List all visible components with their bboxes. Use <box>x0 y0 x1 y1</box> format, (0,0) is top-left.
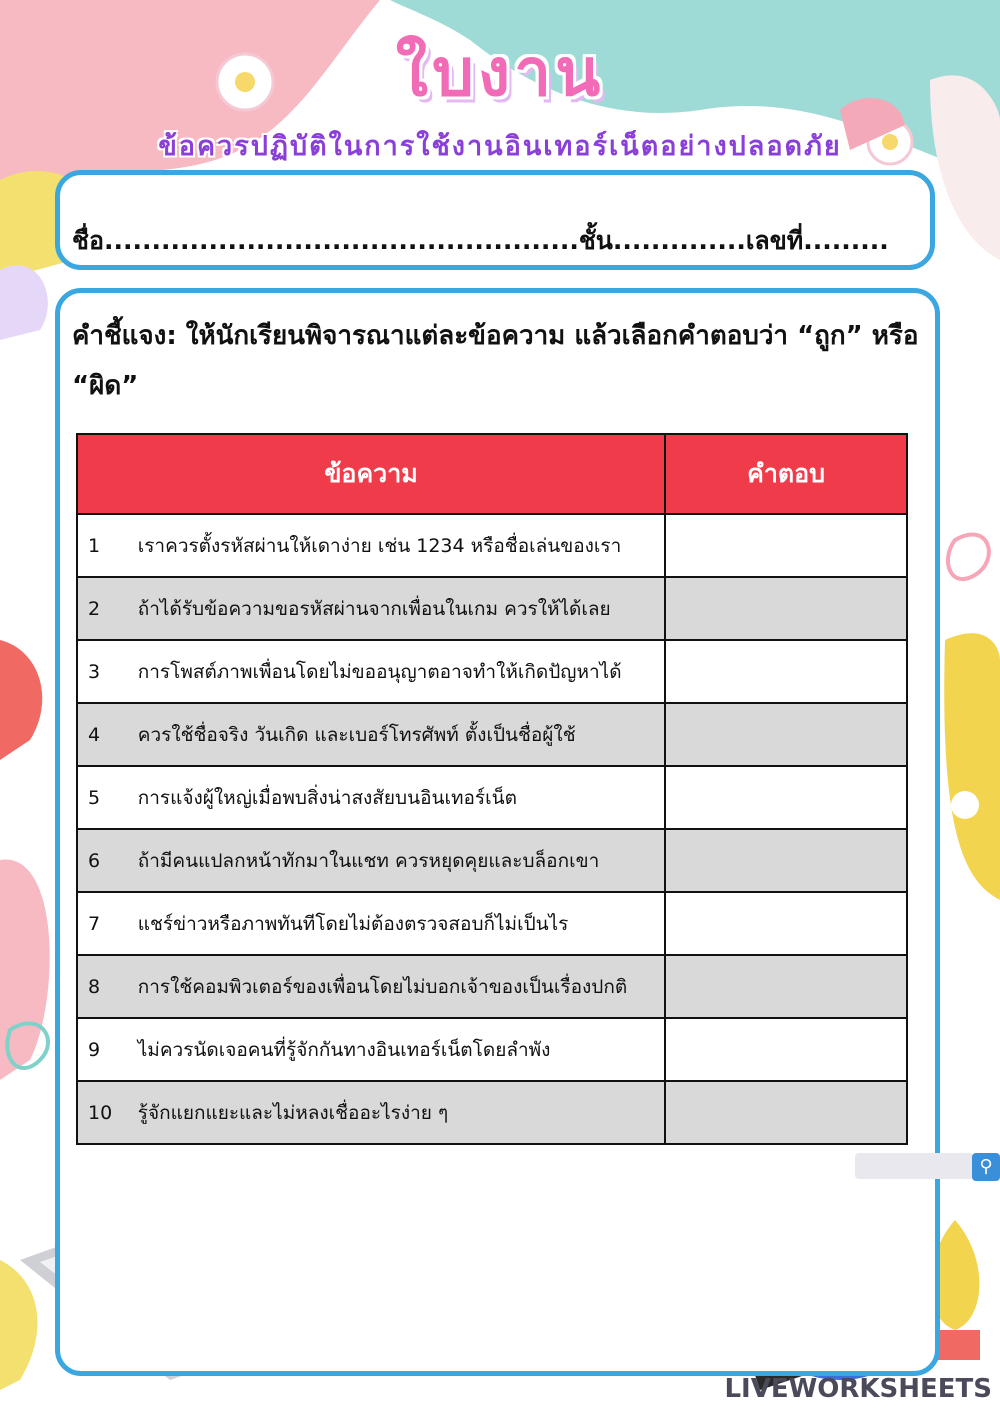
search-input[interactable] <box>855 1153 973 1179</box>
row-statement: แชร์ข่าวหรือภาพทันทีโดยไม่ต้องตรวจสอบก็ไม่เป็นไร <box>137 892 665 955</box>
answer-cell[interactable] <box>665 703 907 766</box>
answer-cell[interactable] <box>665 955 907 1018</box>
answer-cell[interactable] <box>665 766 907 829</box>
row-statement: ถ้ามีคนแปลกหน้าทักมาในแชท ควรหยุดคุยและบล็อกเขา <box>137 829 665 892</box>
watermark: LIVEWORKSHEETS <box>724 1374 992 1404</box>
question-table <box>76 433 908 1145</box>
table-row <box>77 892 907 955</box>
table-row <box>77 1018 907 1081</box>
row-number: 8 <box>77 955 137 1018</box>
table-row <box>77 577 907 640</box>
row-number: 9 <box>77 1018 137 1081</box>
table-row <box>77 766 907 829</box>
header-answer: คำตอบ <box>665 434 907 514</box>
row-statement: เราควรตั้งรหัสผ่านให้เดาง่าย เช่น 1234 หรือชื่อเล่นของเรา <box>137 514 665 577</box>
answer-cell[interactable] <box>665 640 907 703</box>
answer-cell[interactable] <box>665 829 907 892</box>
table-row <box>77 829 907 892</box>
row-number: 1 <box>77 514 137 577</box>
row-number: 2 <box>77 577 137 640</box>
table-row <box>77 703 907 766</box>
row-number: 6 <box>77 829 137 892</box>
row-statement: ควรใช้ชื่อจริง วันเกิด และเบอร์โทรศัพท์ ตั้งเป็นชื่อผู้ใช้ <box>137 703 665 766</box>
search-icon[interactable]: ⚲ <box>972 1153 1000 1181</box>
answer-cell[interactable] <box>665 514 907 577</box>
row-statement: ถ้าได้รับข้อความขอรหัสผ่านจากเพื่อนในเกม ควรให้ได้เลย <box>137 577 665 640</box>
page-title: ใบงาน <box>395 34 605 111</box>
row-statement: การใช้คอมพิวเตอร์ของเพื่อนโดยไม่บอกเจ้าของเป็นเรื่องปกติ <box>137 955 665 1018</box>
row-number: 3 <box>77 640 137 703</box>
row-statement: การแจ้งผู้ใหญ่เมื่อพบสิ่งน่าสงสัยบนอินเทอร์เน็ต <box>137 766 665 829</box>
header-statement: ข้อความ <box>77 434 665 514</box>
row-statement: รู้จักแยกแยะและไม่หลงเชื่ออะไรง่าย ๆ <box>137 1081 665 1144</box>
table-header-row <box>77 434 907 514</box>
table-row <box>77 955 907 1018</box>
answer-cell[interactable] <box>665 1018 907 1081</box>
row-number: 5 <box>77 766 137 829</box>
row-number: 10 <box>77 1081 137 1144</box>
table-row <box>77 640 907 703</box>
table-row <box>77 1081 907 1144</box>
answer-cell[interactable] <box>665 892 907 955</box>
student-info-box <box>55 170 935 270</box>
page-subtitle: ข้อควรปฏิบัติในการใช้งานอินเทอร์เน็ตอย่างปลอดภัย <box>158 131 842 162</box>
row-number: 4 <box>77 703 137 766</box>
row-statement: การโพสต์ภาพเพื่อนโดยไม่ขออนุญาตอาจทำให้เกิดปัญหาได้ <box>137 640 665 703</box>
answer-cell[interactable] <box>665 577 907 640</box>
table-row <box>77 514 907 577</box>
instructions: คำชี้แจง: ให้นักเรียนพิจารณาแต่ละข้อความ แล้วเลือกคำตอบว่า “ถูก” หรือ “ผิด” <box>72 321 919 401</box>
answer-cell[interactable] <box>665 1081 907 1144</box>
row-statement: ไม่ควรนัดเจอคนที่รู้จักกันทางอินเทอร์เน็ตโดยลำพัง <box>137 1018 665 1081</box>
row-number: 7 <box>77 892 137 955</box>
student-info-line: ชื่อ..................................................ชั้น..............เลขที่......... <box>72 226 889 255</box>
